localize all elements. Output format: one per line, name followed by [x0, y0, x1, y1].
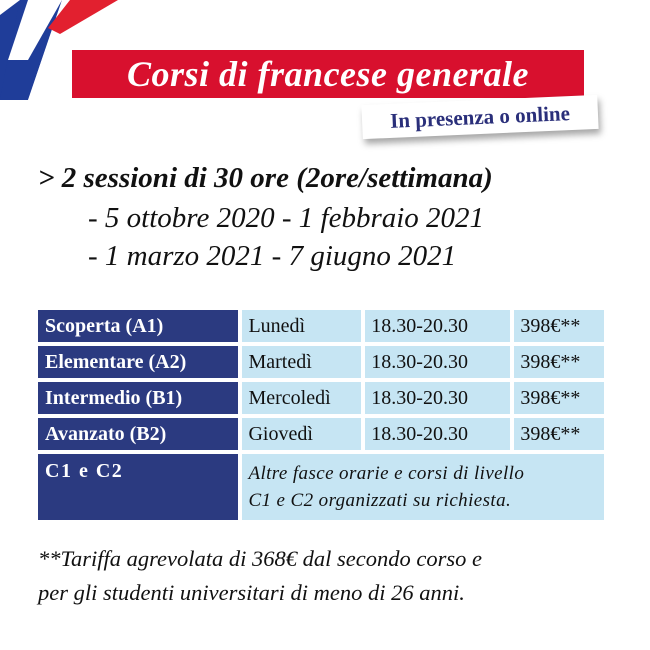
session-date-1: - 5 ottobre 2020 - 1 febbraio 2021	[88, 202, 485, 234]
course-day: Giovedì	[242, 418, 361, 450]
table-row	[38, 310, 604, 342]
title-banner	[72, 50, 584, 98]
table-row	[38, 346, 604, 378]
course-price: 398€**	[514, 382, 604, 414]
course-price: 398€**	[514, 310, 604, 342]
sessions-headline: > 2 sessioni di 30 ore (2ore/settimana)	[38, 162, 493, 194]
course-day: Mercoledì	[242, 382, 361, 414]
course-level: Avanzato (B2)	[38, 418, 238, 450]
advanced-note-line-2: C1 e C2 organizzati su richiesta.	[248, 490, 512, 511]
table-row	[38, 418, 604, 450]
advanced-note-line-1: Altre fasce orarie e corsi di livello	[248, 463, 525, 484]
session-date-2: - 1 marzo 2021 - 7 giugno 2021	[88, 240, 457, 272]
pricing-footnote	[38, 542, 612, 610]
course-time: 18.30-20.30	[365, 310, 510, 342]
table-row	[38, 454, 604, 520]
course-level-advanced: C1 e C2	[38, 454, 238, 520]
advanced-note	[242, 454, 604, 520]
table-row	[38, 382, 604, 414]
course-price: 398€**	[514, 346, 604, 378]
page-subtitle: In presenza o online	[389, 100, 571, 133]
footnote-line-2: per gli studenti universitari di meno di 26 anni.	[38, 580, 465, 605]
page-title: Corsi di francese generale	[127, 54, 529, 94]
course-day: Lunedì	[242, 310, 361, 342]
course-schedule-table	[34, 306, 608, 524]
course-level: Scoperta (A1)	[38, 310, 238, 342]
course-price: 398€**	[514, 418, 604, 450]
course-level: Elementare (A2)	[38, 346, 238, 378]
course-day: Martedì	[242, 346, 361, 378]
course-time: 18.30-20.30	[365, 346, 510, 378]
footnote-line-1: **Tariffa agrevolata di 368€ dal secondo corso e	[38, 546, 482, 571]
course-time: 18.30-20.30	[365, 418, 510, 450]
course-time: 18.30-20.30	[365, 382, 510, 414]
subtitle-box	[361, 95, 598, 139]
course-level: Intermedio (B1)	[38, 382, 238, 414]
